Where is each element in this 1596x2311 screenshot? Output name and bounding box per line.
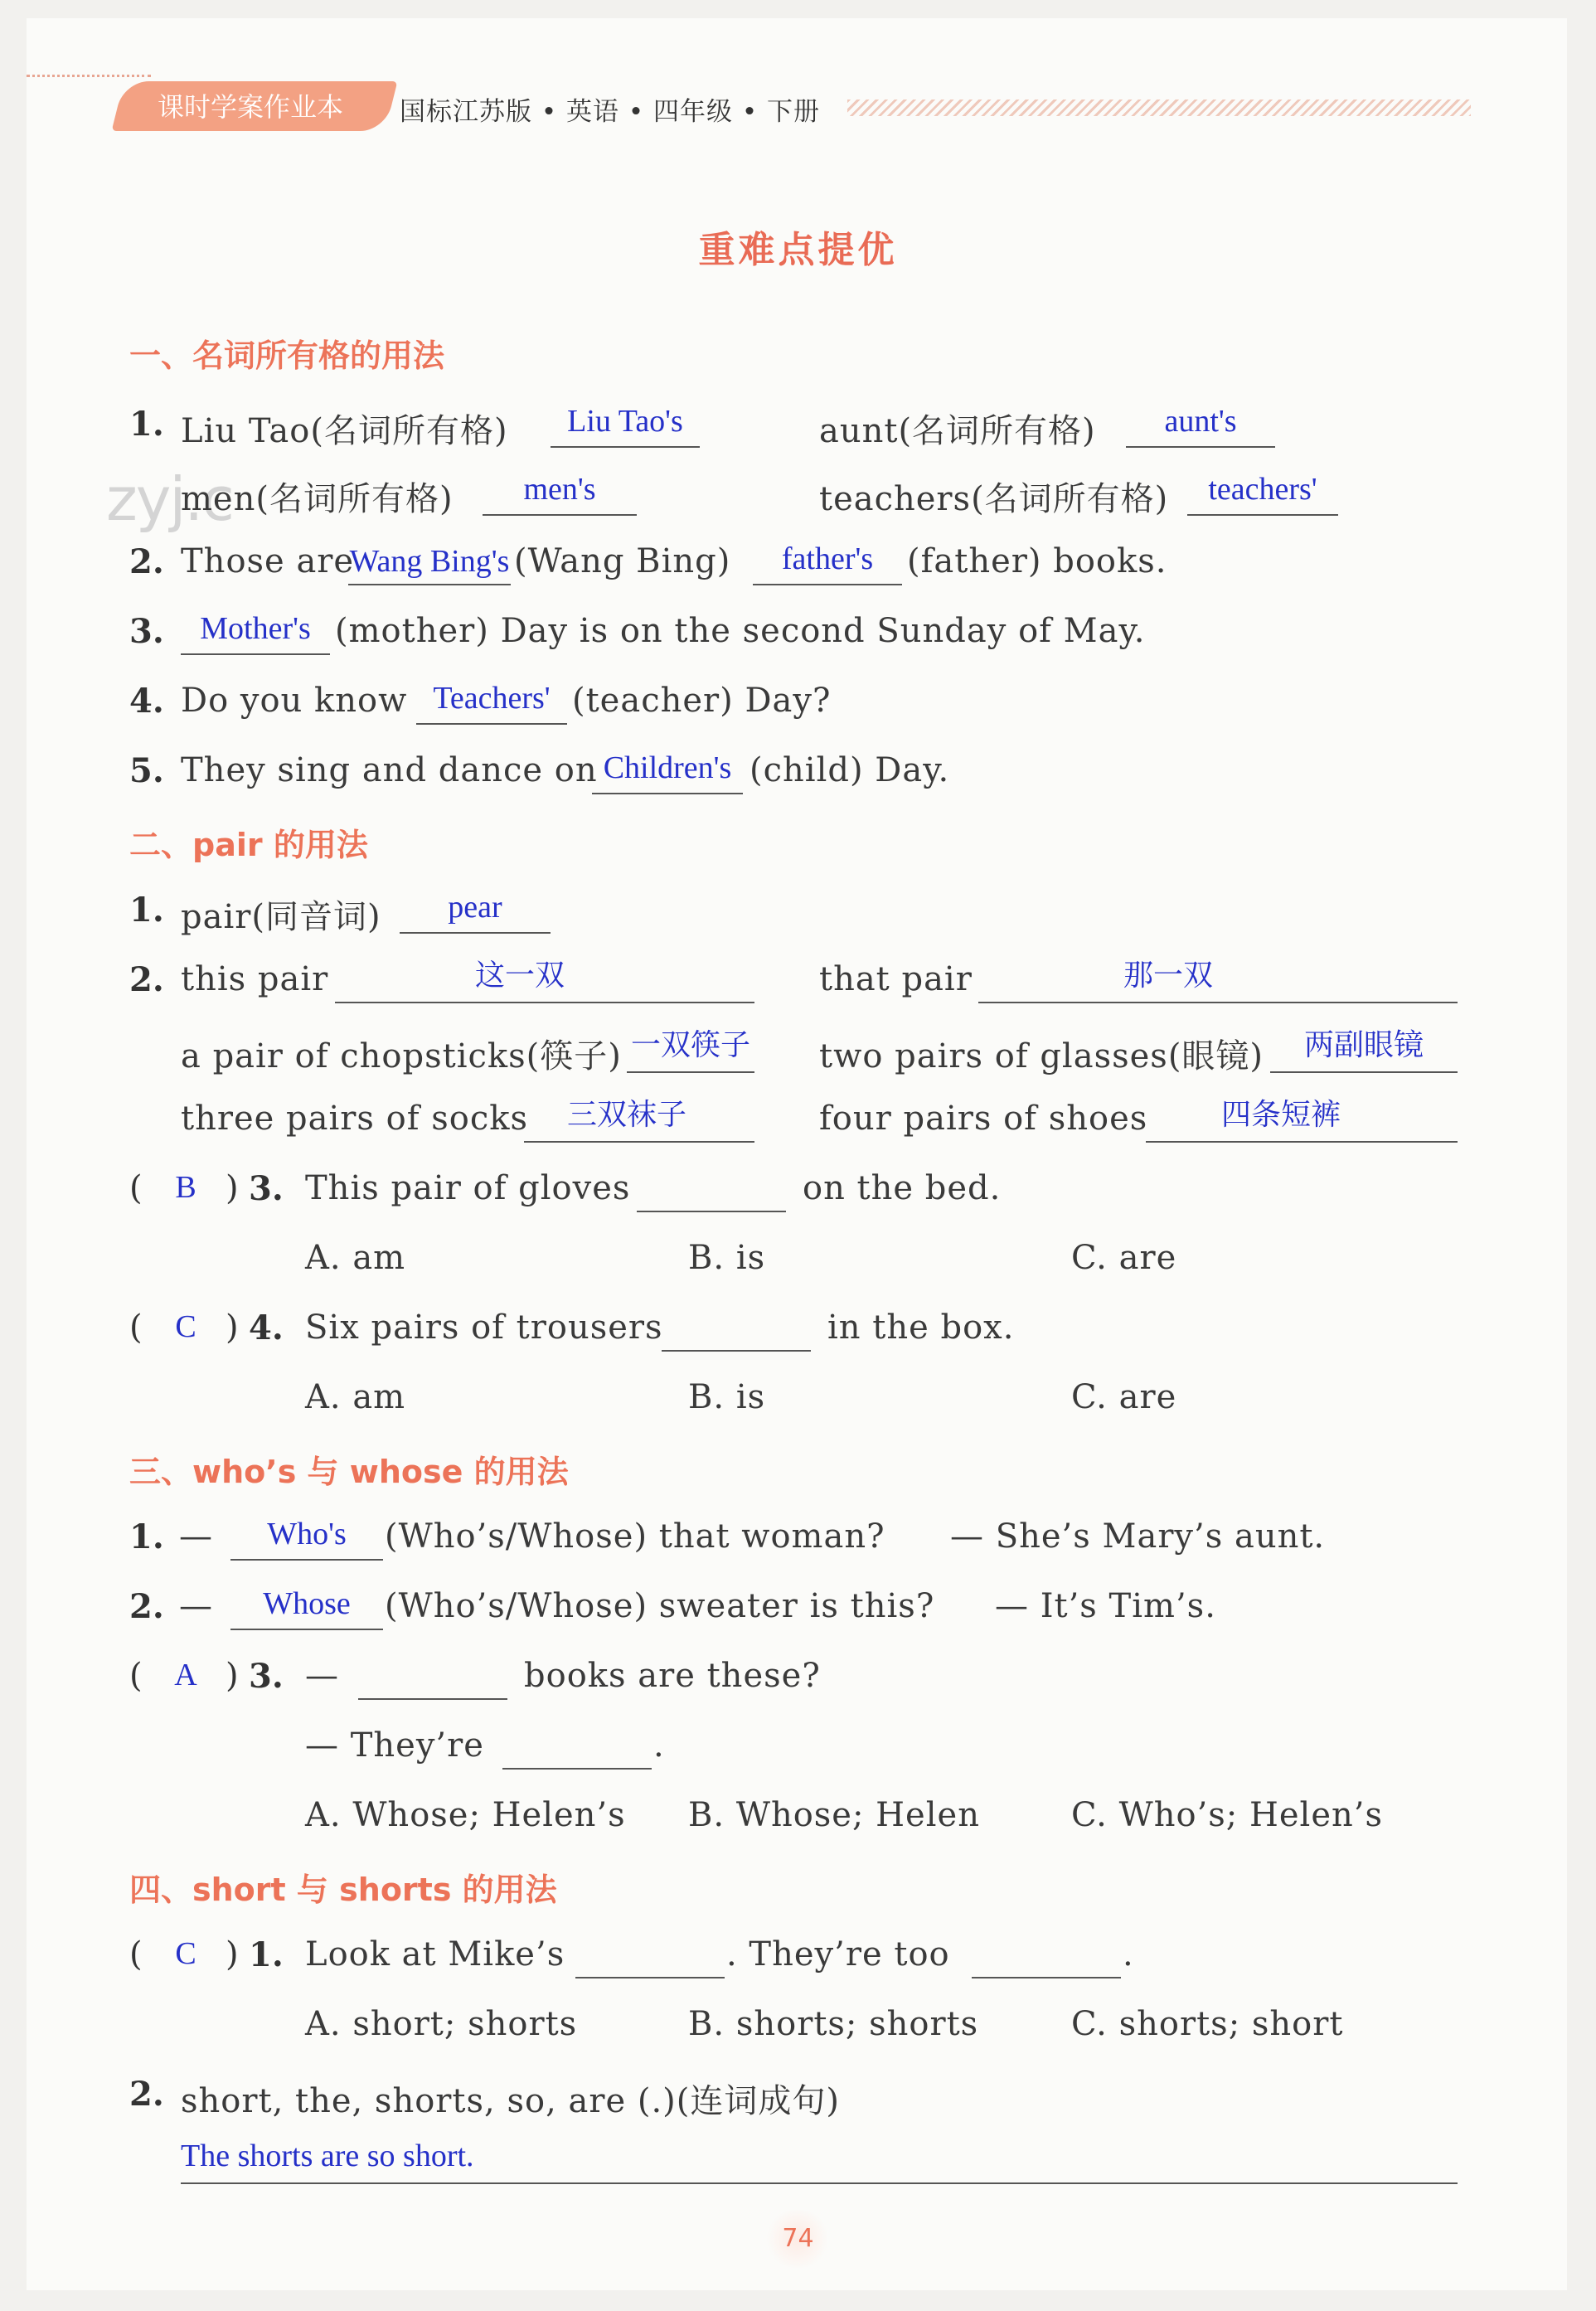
q2-4-pre: Six pairs of trousers	[305, 1308, 663, 1347]
q4-1-option-c[interactable]: C. shorts; short	[1071, 2005, 1344, 2043]
q4-2-answer-line[interactable]	[181, 2182, 1458, 2184]
q4-1-pre: Look at Mike’s	[305, 1935, 565, 1974]
page-title: 重难点提优	[698, 229, 898, 271]
q1-2-mid: (Wang Bing)	[514, 542, 731, 580]
q1-2-blank-2[interactable]	[753, 584, 902, 585]
q3-3-post: books are these?	[524, 1657, 821, 1695]
q3-1-number: 1.	[129, 1517, 164, 1556]
q3-3-dot: .	[653, 1726, 665, 1765]
q1-1b-blank[interactable]	[1126, 446, 1275, 448]
q2-4-paren-open: (	[129, 1308, 143, 1347]
q3-3-option-c[interactable]: C. Who’s; Helen’s	[1071, 1796, 1384, 1834]
q4-1-answer[interactable]: C	[175, 1936, 196, 1971]
q1-5-post: (child) Day.	[749, 751, 950, 789]
book-title: 国标江苏版 • 英语 • 四年级 • 下册	[400, 97, 820, 127]
q3-3-reply: — They’re	[305, 1726, 484, 1765]
q1-4-blank[interactable]	[416, 723, 567, 725]
q1-2-post: (father) books.	[907, 542, 1167, 580]
header-hatch-decoration	[847, 100, 1471, 116]
q2-2-number: 2.	[129, 960, 164, 999]
q2-3-post: on the bed.	[803, 1169, 1002, 1207]
q3-2-reply: — It’s Tim’s.	[995, 1587, 1216, 1625]
q1-4-number: 4.	[129, 682, 164, 721]
q2-3-option-a[interactable]: A. am	[305, 1239, 406, 1277]
q2-2c-blank[interactable]	[627, 1071, 754, 1073]
q1-5-answer: Children's	[603, 750, 732, 785]
q4-1-paren-close: )	[226, 1935, 239, 1974]
q2-4-option-b[interactable]: B. is	[688, 1378, 766, 1416]
section-heading-3: 三、who’s 与 whose 的用法	[129, 1454, 569, 1490]
q2-2a-text: this pair	[181, 960, 329, 998]
q2-4-blank[interactable]	[662, 1350, 811, 1352]
q3-1-post: (Who’s/Whose) that woman?	[385, 1517, 885, 1556]
q2-2b-answer: 那一双	[1123, 959, 1213, 993]
q2-2b-blank[interactable]	[978, 1002, 1458, 1003]
q1-5-number: 5.	[129, 751, 164, 790]
q1-1c-blank[interactable]	[483, 514, 637, 516]
q2-2b-text: that pair	[819, 960, 973, 998]
q2-3-pre: This pair of gloves	[305, 1169, 631, 1207]
q1-1c-answer: men's	[523, 472, 596, 507]
q2-2c-text: a pair of chopsticks(筷子)	[181, 1037, 622, 1075]
q2-2d-text: two pairs of glasses(眼镜)	[819, 1037, 1264, 1075]
q2-2d-answer: 两副眼镜	[1303, 1028, 1424, 1062]
q2-3-number: 3.	[249, 1169, 284, 1208]
q3-1-reply: — She’s Mary’s aunt.	[950, 1517, 1326, 1556]
q3-1-answer: Who's	[267, 1517, 347, 1551]
q1-2-answer-2: father's	[781, 541, 874, 576]
q4-1-number: 1.	[249, 1935, 284, 1974]
q2-2f-answer: 四条短裤	[1220, 1098, 1341, 1132]
q2-3-option-b[interactable]: B. is	[688, 1239, 766, 1277]
q3-2-blank[interactable]	[230, 1629, 383, 1630]
q3-1-blank[interactable]	[230, 1559, 383, 1561]
q2-2c-answer: 一双筷子	[630, 1028, 750, 1062]
q2-2e-answer: 三双袜子	[566, 1098, 686, 1132]
q2-3-paren-open: (	[129, 1169, 143, 1207]
header-dotted-rule	[27, 75, 151, 77]
q3-2-dash: —	[179, 1587, 213, 1625]
q2-2f-blank[interactable]	[1146, 1141, 1458, 1143]
q4-1-option-a[interactable]: A. short; shorts	[305, 2005, 578, 2043]
q1-5-pre: They sing and dance on	[181, 751, 598, 789]
q1-3-answer: Mother's	[200, 611, 311, 646]
watermark: zyj.c	[106, 464, 233, 534]
q3-1-dash: —	[179, 1517, 213, 1556]
q2-3-answer[interactable]: B	[175, 1170, 196, 1205]
q4-1-blank-2[interactable]	[972, 1977, 1121, 1978]
q1-1d-answer: teachers'	[1208, 472, 1317, 507]
q4-2-number: 2.	[129, 2075, 164, 2114]
q2-3-blank[interactable]	[637, 1211, 786, 1212]
q2-2a-answer: 这一双	[474, 959, 565, 993]
q4-2-answer: The shorts are so short.	[181, 2139, 474, 2173]
q4-1-paren-open: (	[129, 1935, 143, 1974]
q3-3-number: 3.	[249, 1657, 284, 1696]
q2-1-blank[interactable]	[400, 932, 551, 934]
q1-5-blank[interactable]	[592, 793, 743, 794]
page-number: 74	[782, 2224, 814, 2253]
q1-1b-text: aunt(名词所有格)	[819, 412, 1096, 450]
q2-1-answer: pear	[448, 890, 502, 925]
q1-4-post: (teacher) Day?	[572, 682, 832, 720]
q2-1-text: pair(同音词)	[181, 898, 381, 936]
section-heading-2: 二、pair 的用法	[129, 827, 368, 863]
q3-2-answer: Whose	[263, 1586, 351, 1621]
q2-4-paren-close: )	[226, 1308, 239, 1347]
q3-3-option-a[interactable]: A. Whose; Helen’s	[305, 1796, 626, 1834]
q2-4-post: in the box.	[827, 1308, 1015, 1347]
q2-2a-blank[interactable]	[335, 1002, 754, 1003]
q1-1a-blank[interactable]	[551, 446, 700, 448]
q1-1d-text: teachers(名词所有格)	[819, 480, 1169, 518]
q1-1c-text: men(名词所有格)	[181, 480, 454, 518]
q4-1-dot: .	[1123, 1935, 1134, 1974]
q2-4-option-a[interactable]: A. am	[305, 1378, 406, 1416]
q4-1-blank-1[interactable]	[575, 1977, 725, 1978]
q3-2-post: (Who’s/Whose) sweater is this?	[385, 1587, 935, 1625]
q1-2-pre: Those are	[181, 542, 355, 580]
q3-3-blank-1[interactable]	[358, 1698, 507, 1700]
q2-4-answer[interactable]: C	[175, 1309, 196, 1344]
q1-2-answer-1: Wang Bing's	[349, 544, 510, 579]
q2-4-number: 4.	[249, 1308, 284, 1347]
q1-4-pre: Do you know	[181, 682, 408, 720]
q1-3-post: (mother) Day is on the second Sunday of May.	[335, 612, 1146, 650]
q2-1-number: 1.	[129, 891, 164, 930]
q2-3-paren-close: )	[226, 1169, 239, 1207]
q2-3-option-c[interactable]: C. are	[1071, 1239, 1177, 1277]
q1-4-answer: Teachers'	[433, 681, 551, 716]
q3-3-option-b[interactable]: B. Whose; Helen	[688, 1796, 980, 1834]
q4-1-option-b[interactable]: B. shorts; shorts	[688, 2005, 979, 2043]
q2-2f-text: four pairs of shoes	[819, 1100, 1148, 1138]
q2-2d-blank[interactable]	[1270, 1071, 1458, 1073]
q1-1a-text: Liu Tao(名词所有格)	[181, 412, 508, 450]
q1-2-blank-1[interactable]	[348, 584, 511, 585]
q1-2-number: 2.	[129, 542, 164, 581]
q4-2-text: short, the, shorts, so, are (.)(连词成句)	[181, 2082, 840, 2120]
q2-4-option-c[interactable]: C. are	[1071, 1378, 1177, 1416]
q3-2-number: 2.	[129, 1587, 164, 1626]
q4-1-mid: . They’re too	[726, 1935, 950, 1974]
q3-3-blank-2[interactable]	[502, 1768, 652, 1770]
q3-3-paren-open: (	[129, 1657, 143, 1695]
header-tab-label: 课时学案作业本	[158, 91, 344, 123]
section-heading-4: 四、short 与 shorts 的用法	[129, 1872, 557, 1908]
q1-1a-answer: Liu Tao's	[567, 404, 683, 439]
section-heading-1: 一、名词所有格的用法	[129, 337, 445, 374]
q3-3-answer[interactable]: A	[174, 1658, 197, 1692]
q1-3-blank[interactable]	[181, 653, 330, 655]
q1-1b-answer: aunt's	[1164, 404, 1237, 439]
q2-2e-text: three pairs of socks	[181, 1100, 529, 1138]
q1-1-number: 1.	[129, 405, 164, 444]
q1-1d-blank[interactable]	[1187, 514, 1338, 516]
q1-3-number: 3.	[129, 612, 164, 651]
q3-3-dash: —	[305, 1657, 339, 1695]
q2-2e-blank[interactable]	[524, 1141, 754, 1143]
q3-3-paren-close: )	[226, 1657, 239, 1695]
